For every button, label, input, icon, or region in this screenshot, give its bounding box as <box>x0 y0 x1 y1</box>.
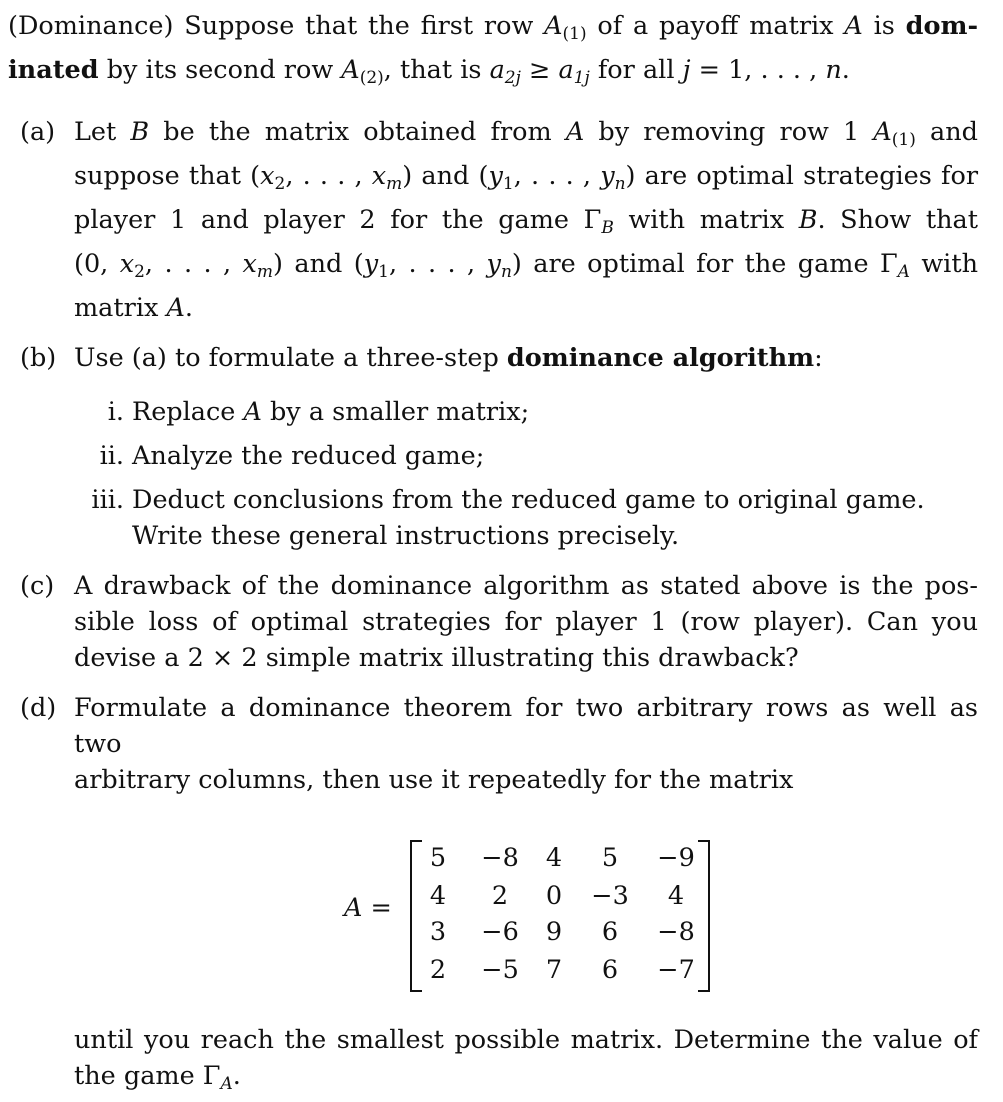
matrix-cell-r2-c1: 4 <box>429 881 447 911</box>
matrix-cell-r1-c3: 4 <box>545 843 563 873</box>
step-2-label: ii. <box>99 441 124 471</box>
part-a <box>8 114 978 326</box>
part-b-closing: Write these general instructions precisely. <box>132 521 680 551</box>
step-1-label: i. <box>107 397 124 427</box>
part-b-line: Use (a) to formulate a three-step dominance algorithm: <box>74 343 823 373</box>
part-d-conclusion <box>8 1022 978 1102</box>
matrix-cell-r4-c3: 7 <box>545 955 563 985</box>
part-b <box>8 340 978 376</box>
problem-document <box>8 8 978 1102</box>
intro-line-2: inated by its second row $A_{(2)}$, that is $a_{2j} \ge a_{1j}$ for all j = 1, . . . , n. <box>8 55 850 88</box>
part-d-after-line-1: until you reach the smallest possible matrix. Determine the value of <box>74 1025 978 1055</box>
part-c-line-1: A drawback of the dominance algorithm as stated above is the pos- <box>74 571 978 601</box>
part-b-step-2: ii. Analyze the reduced game; <box>8 438 978 474</box>
matrix-cell-r1-c4: 5 <box>601 843 619 873</box>
matrix-cell-r1-c2: −8 <box>481 843 519 873</box>
matrix-cell-r1-c5: −9 <box>657 843 695 873</box>
part-b-step-3: iii. Deduct conclusions from the reduced game to original game. Write these general instructions precisely. <box>8 482 978 554</box>
part-c-line-3: devise a 2 × 2 simple matrix illustrating this drawback? <box>74 643 799 673</box>
part-a-line-2: suppose that ($x_2$, . . . , $x_m$) and ($y_1$, . . . , $y_n$) are optimal strategies for <box>74 161 979 194</box>
part-a-line-5: matrix A. <box>74 293 193 323</box>
intro-line-1: (Dominance) Suppose that the first row $A_{(1)}$ of a payoff matrix A is dom- <box>8 11 979 44</box>
matrix-cell-r2-c3: 0 <box>545 881 563 911</box>
part-c <box>8 568 978 676</box>
matrix-lhs: A = <box>344 893 392 923</box>
matrix-cell-r4-c4: 6 <box>601 955 619 985</box>
matrix-cell-r2-c4: −3 <box>591 881 629 911</box>
part-a-label: (a) <box>20 117 56 147</box>
matrix-cell-r4-c5: −7 <box>657 955 695 985</box>
part-d-line-1: Formulate a dominance theorem for two arbitrary rows as well as two <box>74 693 978 759</box>
matrix-cell-r3-c2: −6 <box>481 917 519 947</box>
part-b-label: (b) <box>20 343 57 373</box>
matrix-cell-r1-c1: 5 <box>429 843 447 873</box>
matrix-cell-r3-c5: −8 <box>657 917 695 947</box>
matrix-cell-r4-c2: −5 <box>481 955 519 985</box>
part-c-label: (c) <box>20 571 55 601</box>
part-c-line-2: sible loss of optimal strategies for player 1 (row player). Can you <box>74 607 978 637</box>
matrix-cell-r3-c1: 3 <box>429 917 447 947</box>
matrix-cell-r3-c4: 6 <box>601 917 619 947</box>
matrix-cell-r3-c3: 9 <box>545 917 563 947</box>
matrix-cell-r2-c2: 2 <box>491 881 509 911</box>
payoff-matrix <box>8 836 978 996</box>
part-d-label: (d) <box>20 693 57 723</box>
part-d-after-line-2: the game $\Gamma_A$. <box>74 1061 241 1094</box>
matrix-cell-r4-c1: 2 <box>429 955 447 985</box>
step-3-label: iii. <box>91 485 124 515</box>
part-d-line-2: arbitrary columns, then use it repeatedly for the matrix <box>74 765 794 795</box>
matrix-cell-r2-c5: 4 <box>667 881 685 911</box>
part-a-line-4: (0, $x_2$, . . . , $x_m$) and ($y_1$, . . . , $y_n$) are optimal for the game $\Gamma_A$ with <box>74 249 979 282</box>
part-b-step-1: i. Replace A by a smaller matrix; <box>8 394 978 430</box>
part-a-line-1: Let B be the matrix obtained from A by removing row 1 $A_{(1)}$ and <box>74 117 978 150</box>
part-d <box>8 690 978 798</box>
part-a-line-3: player 1 and player 2 for the game $\Gamma_B$ with matrix B. Show that <box>74 205 978 238</box>
